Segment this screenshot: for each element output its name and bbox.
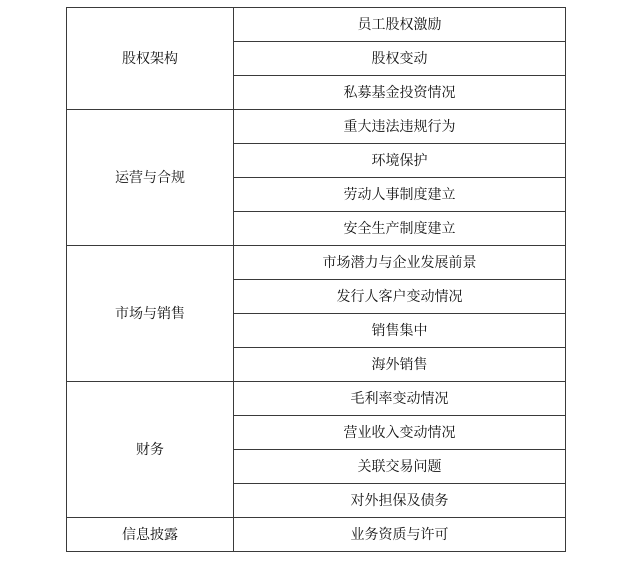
item-cell: 毛利率变动情况 — [234, 382, 566, 416]
item-cell: 对外担保及债务 — [234, 484, 566, 518]
item-cell: 市场潜力与企业发展前景 — [234, 246, 566, 280]
item-cell: 重大违法违规行为 — [234, 110, 566, 144]
item-cell: 海外销售 — [234, 348, 566, 382]
item-cell: 劳动人事制度建立 — [234, 178, 566, 212]
table-row — [67, 518, 566, 552]
category-cell: 股权架构 — [67, 8, 234, 110]
topics-table-body — [67, 8, 566, 552]
table-row — [67, 382, 566, 416]
item-cell: 环境保护 — [234, 144, 566, 178]
item-cell: 安全生产制度建立 — [234, 212, 566, 246]
topics-table — [66, 7, 566, 552]
item-cell: 销售集中 — [234, 314, 566, 348]
category-cell: 信息披露 — [67, 518, 234, 552]
category-cell: 财务 — [67, 382, 234, 518]
category-cell: 市场与销售 — [67, 246, 234, 382]
table-row — [67, 246, 566, 280]
item-cell: 业务资质与许可 — [234, 518, 566, 552]
item-cell: 营业收入变动情况 — [234, 416, 566, 450]
item-cell: 关联交易问题 — [234, 450, 566, 484]
item-cell: 员工股权激励 — [234, 8, 566, 42]
item-cell: 股权变动 — [234, 42, 566, 76]
table-row — [67, 8, 566, 42]
category-cell: 运营与合规 — [67, 110, 234, 246]
table-row — [67, 110, 566, 144]
item-cell: 私募基金投资情况 — [234, 76, 566, 110]
item-cell: 发行人客户变动情况 — [234, 280, 566, 314]
